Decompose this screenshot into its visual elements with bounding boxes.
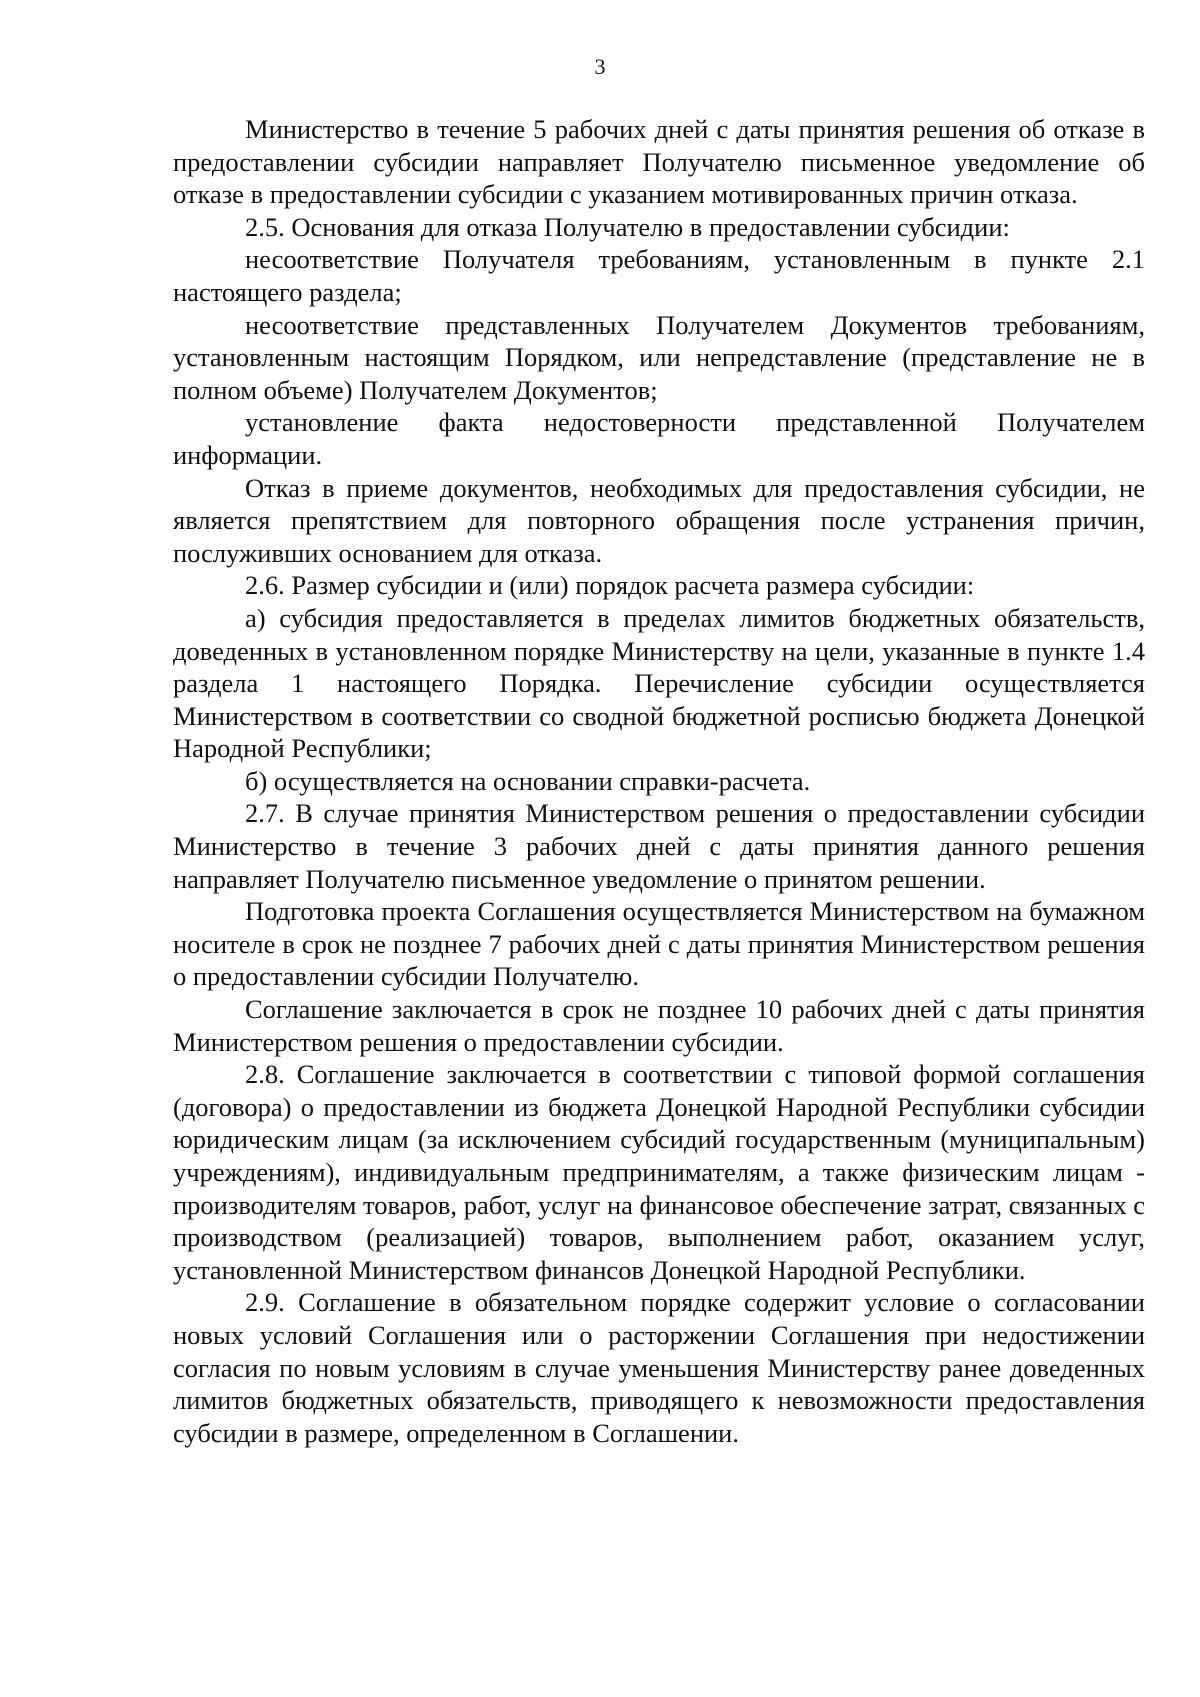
paragraph-2-5-item-1: несоответствие Получателя требованиям, установленным в пункте 2.1 настоящего раздела; [173, 244, 1145, 307]
paragraph-2-8: 2.8. Соглашение заключается в соответствии с типовой формой соглашения (договора) о предоставлении из бюджета Донецкой Народной Республики субсидии юридическим лицам (за исключением субсидий государственным (муниципальным) учреждениям), индивидуальным предпринимателям, а также физическим лицам - производителям товаров, работ, услуг на финансовое обеспечение затрат, связанных с производством (реализацией) товаров, выполнением работ, оказанием услуг, установленной Министерством финансов Донецкой Народной Республики. [173, 1059, 1145, 1285]
paragraph-2-7: 2.7. В случае принятия Министерством решения о предоставлении субсидии Министерство в течение 3 рабочих дней с даты принятия данного решения направляет Получателю письменное уведомление о принятом решении. [173, 798, 1145, 894]
paragraph-2-5-item-3: установление факта недостоверности представленной Получателем информации. [173, 407, 1145, 470]
paragraph-agreement-conclusion: Соглашение заключается в срок не позднее 10 рабочих дней с даты принятия Министерством решения о предоставлении субсидии. [173, 994, 1145, 1057]
paragraph-2-9: 2.9. Соглашение в обязательном порядке содержит условие о согласовании новых условий Соглашения или о расторжении Соглашения при недостижении согласия по новым условиям в случае уменьшения Министерству ранее доведенных лимитов бюджетных обязательств, приводящего к невозможности предоставления субсидии в размере, определенном в Соглашении. [173, 1287, 1145, 1448]
paragraph-refusal-notice: Министерство в течение 5 рабочих дней с даты принятия решения об отказе в предоставлении субсидии направляет Получателю письменное уведомление об отказе в предоставлении субсидии с указанием мотивированных причин отказа. [173, 114, 1145, 210]
paragraph-agreement-preparation: Подготовка проекта Соглашения осуществляется Министерством на бумажном носителе в срок не позднее 7 рабочих дней с даты принятия Министерством решения о предоставлении субсидии Получателю. [173, 896, 1145, 992]
paragraph-2-5-heading: 2.5. Основания для отказа Получателю в предоставлении субсидии: [245, 211, 1010, 242]
paragraph-2-6-item-b: б) осуществляется на основании справки-расчета. [245, 765, 811, 796]
paragraph-2-5-item-2: несоответствие представленных Получателем Документов требованиям, установленным настоящим Порядком, или непредставление (представление не в полном объеме) Получателем Документов; [173, 309, 1145, 405]
paragraph-2-6-item-a: а) субсидия предоставляется в пределах лимитов бюджетных обязательств, доведенных в установленном порядке Министерству на цели, указанные в пункте 1.4 раздела 1 настоящего Порядка. Перечисление субсидии осуществляется Министерством в соответствии со сводной бюджетной росписью бюджета Донецкой Народной Республики; [173, 602, 1145, 764]
page-number: 3 [594, 54, 606, 79]
paragraph-document-refusal: Отказ в приеме документов, необходимых для предоставления субсидии, не является препятствием для повторного обращения после устранения причин, послуживших основанием для отказа. [173, 472, 1145, 568]
paragraph-2-6-heading: 2.6. Размер субсидии и (или) порядок расчета размера субсидии: [245, 570, 975, 601]
document-body [173, 113, 1145, 1449]
